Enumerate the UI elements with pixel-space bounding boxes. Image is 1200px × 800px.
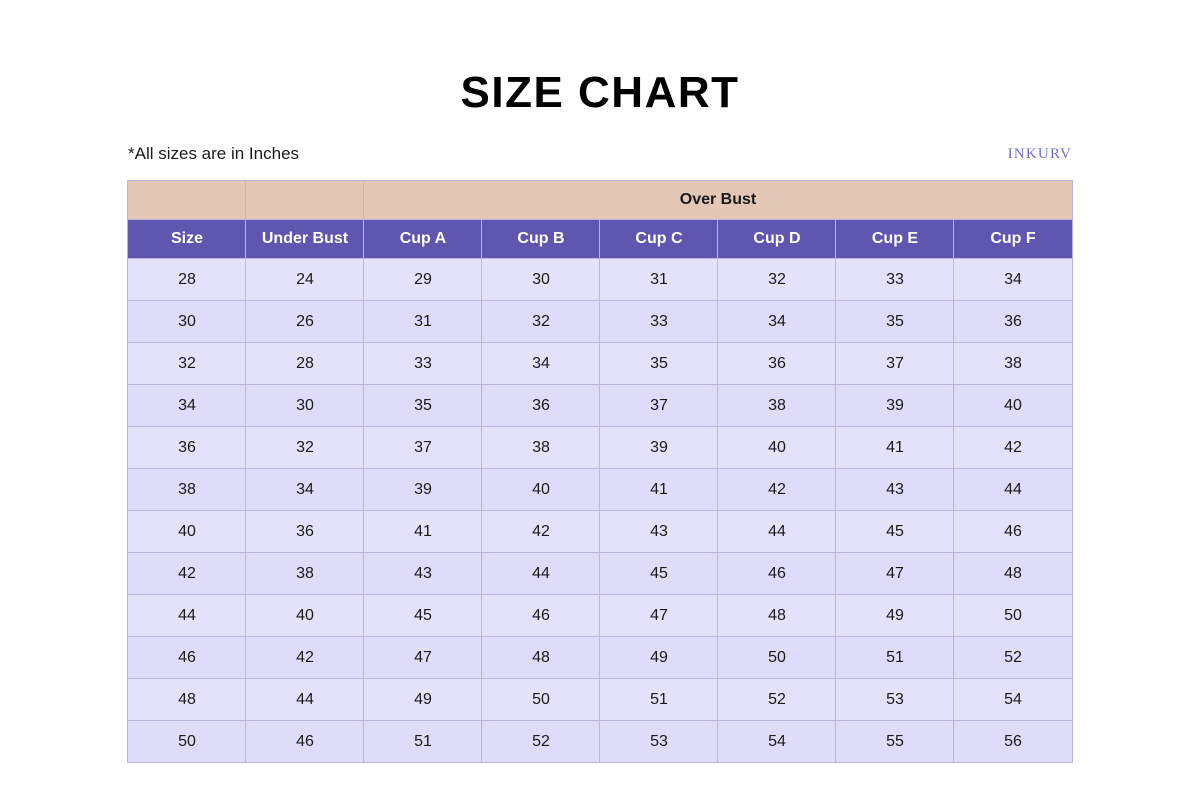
cell-cup-c: 39 (600, 427, 718, 469)
banner-blank-size (128, 181, 246, 220)
cell-cup-c: 31 (600, 259, 718, 301)
cell-cup-d: 34 (718, 301, 836, 343)
cell-cup-f: 42 (954, 427, 1072, 469)
cell-size: 34 (128, 385, 246, 427)
cell-cup-d: 32 (718, 259, 836, 301)
table-row (128, 343, 1072, 385)
cell-under-bust: 26 (246, 301, 364, 343)
cell-cup-d: 38 (718, 385, 836, 427)
cell-size: 28 (128, 259, 246, 301)
cell-cup-e: 53 (836, 679, 954, 721)
banner-over-bust: Over Bust (364, 181, 1072, 220)
cell-under-bust: 30 (246, 385, 364, 427)
cell-cup-a: 49 (364, 679, 482, 721)
header-under-bust: Under Bust (246, 220, 364, 259)
cell-cup-d: 46 (718, 553, 836, 595)
cell-cup-a: 45 (364, 595, 482, 637)
table-row (128, 469, 1072, 511)
cell-cup-b: 50 (482, 679, 600, 721)
cell-cup-a: 41 (364, 511, 482, 553)
header-cup-f: Cup F (954, 220, 1072, 259)
table-row (128, 595, 1072, 637)
cell-under-bust: 42 (246, 637, 364, 679)
cell-cup-c: 51 (600, 679, 718, 721)
cell-cup-f: 44 (954, 469, 1072, 511)
cell-cup-c: 53 (600, 721, 718, 763)
cell-cup-c: 47 (600, 595, 718, 637)
header-cup-c: Cup C (600, 220, 718, 259)
cell-cup-b: 48 (482, 637, 600, 679)
units-note: *All sizes are in Inches (128, 144, 300, 163)
cell-size: 50 (128, 721, 246, 763)
cell-size: 48 (128, 679, 246, 721)
header-cup-a: Cup A (364, 220, 482, 259)
cell-cup-b: 32 (482, 301, 600, 343)
cell-cup-f: 38 (954, 343, 1072, 385)
cell-under-bust: 36 (246, 511, 364, 553)
cell-cup-c: 37 (600, 385, 718, 427)
cell-under-bust: 24 (246, 259, 364, 301)
cell-under-bust: 34 (246, 469, 364, 511)
cell-cup-f: 50 (954, 595, 1072, 637)
table-row (128, 721, 1072, 763)
cell-cup-d: 36 (718, 343, 836, 385)
cell-cup-c: 43 (600, 511, 718, 553)
cell-cup-f: 34 (954, 259, 1072, 301)
table-row (128, 259, 1072, 301)
cell-cup-a: 39 (364, 469, 482, 511)
cell-cup-d: 52 (718, 679, 836, 721)
cell-size: 30 (128, 301, 246, 343)
table-row (128, 679, 1072, 721)
cell-cup-a: 33 (364, 343, 482, 385)
cell-cup-a: 31 (364, 301, 482, 343)
cell-under-bust: 46 (246, 721, 364, 763)
cell-cup-e: 55 (836, 721, 954, 763)
cell-cup-e: 45 (836, 511, 954, 553)
cell-cup-e: 41 (836, 427, 954, 469)
cell-cup-a: 51 (364, 721, 482, 763)
cell-cup-b: 46 (482, 595, 600, 637)
cell-cup-d: 40 (718, 427, 836, 469)
cell-cup-e: 47 (836, 553, 954, 595)
table-row (128, 553, 1072, 595)
table-row (128, 637, 1072, 679)
cell-cup-f: 36 (954, 301, 1072, 343)
subtitle-row (128, 144, 1072, 168)
cell-under-bust: 32 (246, 427, 364, 469)
cell-size: 36 (128, 427, 246, 469)
cell-cup-a: 37 (364, 427, 482, 469)
cell-cup-e: 37 (836, 343, 954, 385)
header-cup-b: Cup B (482, 220, 600, 259)
cell-cup-a: 43 (364, 553, 482, 595)
header-cup-d: Cup D (718, 220, 836, 259)
cell-cup-b: 34 (482, 343, 600, 385)
cell-cup-e: 33 (836, 259, 954, 301)
cell-cup-f: 56 (954, 721, 1072, 763)
cell-size: 42 (128, 553, 246, 595)
cell-cup-c: 33 (600, 301, 718, 343)
cell-cup-e: 43 (836, 469, 954, 511)
header-cup-e: Cup E (836, 220, 954, 259)
cell-cup-e: 51 (836, 637, 954, 679)
table-body (128, 259, 1072, 763)
cell-cup-a: 47 (364, 637, 482, 679)
cell-cup-e: 49 (836, 595, 954, 637)
cell-cup-c: 49 (600, 637, 718, 679)
cell-cup-d: 48 (718, 595, 836, 637)
cell-under-bust: 28 (246, 343, 364, 385)
banner-blank-under-bust (246, 181, 364, 220)
cell-size: 38 (128, 469, 246, 511)
cell-cup-b: 30 (482, 259, 600, 301)
cell-cup-a: 29 (364, 259, 482, 301)
cell-cup-b: 44 (482, 553, 600, 595)
table-row (128, 301, 1072, 343)
cell-cup-d: 44 (718, 511, 836, 553)
cell-cup-f: 52 (954, 637, 1072, 679)
cell-cup-d: 42 (718, 469, 836, 511)
header-row (128, 220, 1072, 259)
cell-cup-b: 38 (482, 427, 600, 469)
cell-cup-e: 35 (836, 301, 954, 343)
cell-cup-c: 45 (600, 553, 718, 595)
cell-size: 32 (128, 343, 246, 385)
cell-cup-d: 50 (718, 637, 836, 679)
table-row (128, 511, 1072, 553)
cell-cup-e: 39 (836, 385, 954, 427)
cell-under-bust: 38 (246, 553, 364, 595)
banner-row (128, 181, 1072, 220)
cell-cup-c: 41 (600, 469, 718, 511)
cell-size: 46 (128, 637, 246, 679)
cell-size: 40 (128, 511, 246, 553)
cell-cup-f: 40 (954, 385, 1072, 427)
cell-cup-c: 35 (600, 343, 718, 385)
page-title: SIZE CHART (460, 68, 740, 117)
brand-logo: INKURV (1007, 146, 1072, 162)
cell-under-bust: 44 (246, 679, 364, 721)
table-head (128, 181, 1072, 259)
size-chart-table (127, 180, 1072, 763)
cell-cup-a: 35 (364, 385, 482, 427)
cell-under-bust: 40 (246, 595, 364, 637)
table-row (128, 427, 1072, 469)
header-size: Size (128, 220, 246, 259)
cell-cup-b: 40 (482, 469, 600, 511)
cell-cup-b: 42 (482, 511, 600, 553)
cell-cup-f: 54 (954, 679, 1072, 721)
cell-cup-b: 52 (482, 721, 600, 763)
cell-cup-b: 36 (482, 385, 600, 427)
cell-cup-d: 54 (718, 721, 836, 763)
table-row (128, 385, 1072, 427)
cell-size: 44 (128, 595, 246, 637)
cell-cup-f: 48 (954, 553, 1072, 595)
cell-cup-f: 46 (954, 511, 1072, 553)
